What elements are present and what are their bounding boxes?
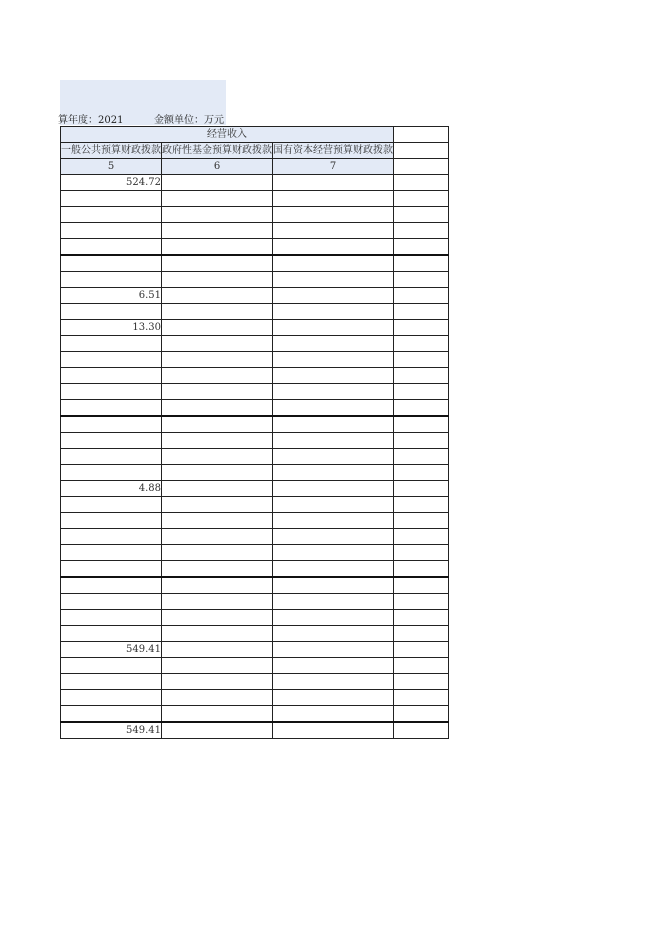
table-cell [162, 594, 273, 610]
table-cell [162, 175, 273, 191]
table-row [61, 658, 449, 674]
table-cell [273, 336, 394, 352]
table-cell [273, 706, 394, 723]
table-cell [162, 577, 273, 594]
table-cell [394, 336, 449, 352]
table-cell [273, 497, 394, 513]
table-cell [61, 272, 162, 288]
table-cell: 549.41 [61, 722, 162, 739]
table-cell [162, 690, 273, 706]
table-cell [61, 400, 162, 417]
table-cell [273, 610, 394, 626]
table-cell [61, 561, 162, 578]
header-blank-cell [394, 127, 449, 143]
table-cell: 13.30 [61, 320, 162, 336]
table-cell [394, 433, 449, 449]
table-cell [61, 577, 162, 594]
table-cell [61, 674, 162, 690]
table-cell [394, 272, 449, 288]
table-cell [394, 722, 449, 739]
table-row [61, 416, 449, 433]
table-row [61, 465, 449, 481]
amount-unit-label: 金额单位：万元 [154, 115, 224, 126]
table-cell [162, 465, 273, 481]
table-cell [394, 400, 449, 417]
table-cell [61, 465, 162, 481]
table-cell [61, 336, 162, 352]
table-cell [61, 626, 162, 642]
table-row [61, 288, 449, 304]
table-cell [162, 642, 273, 658]
table-cell [394, 690, 449, 706]
table-cell: 549.41 [61, 642, 162, 658]
table-row [61, 336, 449, 352]
table-cell [273, 690, 394, 706]
table-row [61, 223, 449, 239]
table-row [61, 352, 449, 368]
table-cell [273, 722, 394, 739]
table-cell [394, 626, 449, 642]
table-cell [273, 545, 394, 561]
table-cell [394, 594, 449, 610]
table-cell [394, 416, 449, 433]
table-cell [394, 223, 449, 239]
col-number: 6 [162, 159, 273, 175]
table-cell [162, 658, 273, 674]
table-cell [162, 288, 273, 304]
table-cell [273, 239, 394, 256]
table-cell [162, 513, 273, 529]
header-row-group [61, 127, 449, 143]
table-cell [394, 642, 449, 658]
table-cell [273, 465, 394, 481]
table-cell [162, 433, 273, 449]
table-cell [162, 722, 273, 739]
table-row [61, 384, 449, 400]
table-cell [273, 191, 394, 207]
col-number: 5 [61, 159, 162, 175]
table-cell [162, 626, 273, 642]
table-cell [273, 449, 394, 465]
table-cell [394, 288, 449, 304]
budget-table [60, 126, 449, 739]
table-cell [273, 175, 394, 191]
table-cell [394, 658, 449, 674]
table-cell [61, 545, 162, 561]
table-cell [61, 255, 162, 272]
table-row [61, 529, 449, 545]
table-cell [394, 706, 449, 723]
header-row-numbers [61, 159, 449, 175]
table-cell [394, 465, 449, 481]
table-cell [162, 561, 273, 578]
table-cell: 6.51 [61, 288, 162, 304]
table-row [61, 577, 449, 594]
table-cell [394, 545, 449, 561]
table-cell [61, 416, 162, 433]
table-row [61, 191, 449, 207]
table-row [61, 272, 449, 288]
table-cell [162, 416, 273, 433]
table-row [61, 320, 449, 336]
table-cell [162, 497, 273, 513]
table-cell [394, 207, 449, 223]
table-cell [162, 255, 273, 272]
table-cell [61, 191, 162, 207]
table-cell [61, 497, 162, 513]
table-row [61, 513, 449, 529]
table-cell [394, 239, 449, 256]
table-cell [394, 384, 449, 400]
table-cell [394, 368, 449, 384]
table-row [61, 497, 449, 513]
table-cell [162, 320, 273, 336]
table-cell [61, 223, 162, 239]
table-cell [162, 304, 273, 320]
table-row [61, 722, 449, 739]
header-blank-cell [394, 143, 449, 159]
table-cell [61, 529, 162, 545]
table-cell [273, 352, 394, 368]
table-cell [394, 497, 449, 513]
table-cell [61, 690, 162, 706]
table-row [61, 690, 449, 706]
table-row [61, 433, 449, 449]
table-row [61, 400, 449, 417]
table-row [61, 561, 449, 578]
table-row [61, 449, 449, 465]
table-cell [273, 594, 394, 610]
table-cell [162, 545, 273, 561]
table-cell [162, 400, 273, 417]
table-cell [273, 416, 394, 433]
header-business-income: 经营收入 [61, 127, 394, 143]
table-cell [273, 272, 394, 288]
budget-year-label: 算年度：2021 [58, 115, 124, 126]
table-cell [162, 207, 273, 223]
table-cell [273, 674, 394, 690]
col-number: 7 [273, 159, 394, 175]
table-cell: 4.88 [61, 481, 162, 497]
table-row [61, 207, 449, 223]
header-general-budget: 一般公共预算财政拨款 [61, 143, 162, 159]
table-cell [273, 513, 394, 529]
table-cell [61, 449, 162, 465]
table-cell [162, 449, 273, 465]
table-cell [273, 288, 394, 304]
table-cell [394, 481, 449, 497]
table-cell [162, 336, 273, 352]
table-cell [394, 561, 449, 578]
table-cell [61, 207, 162, 223]
header-blank-cell [394, 159, 449, 175]
table-cell [394, 304, 449, 320]
table-cell [273, 255, 394, 272]
table-cell [162, 368, 273, 384]
header-fund-budget: 政府性基金预算财政拨款 [162, 143, 273, 159]
table-row [61, 481, 449, 497]
table-cell [162, 481, 273, 497]
table-row [61, 594, 449, 610]
table-cell [394, 449, 449, 465]
table-row [61, 368, 449, 384]
table-cell [394, 352, 449, 368]
table-row [61, 706, 449, 723]
header-row-columns [61, 143, 449, 159]
table-cell [273, 561, 394, 578]
table-cell [61, 304, 162, 320]
table-cell [273, 223, 394, 239]
table-cell [162, 352, 273, 368]
table-row [61, 239, 449, 256]
table-cell [61, 610, 162, 626]
table-cell [273, 626, 394, 642]
table-cell [162, 239, 273, 256]
table-cell [61, 384, 162, 400]
table-row [61, 304, 449, 320]
table-cell [273, 368, 394, 384]
table-cell [273, 658, 394, 674]
table-cell [162, 706, 273, 723]
table-cell [162, 610, 273, 626]
table-cell [273, 481, 394, 497]
table-cell [273, 207, 394, 223]
table-cell: 524.72 [61, 175, 162, 191]
table-cell [61, 594, 162, 610]
table-cell [162, 272, 273, 288]
table-cell [273, 577, 394, 594]
table-cell [61, 352, 162, 368]
table-cell [273, 304, 394, 320]
table-cell [273, 529, 394, 545]
table-row [61, 175, 449, 191]
table-cell [162, 384, 273, 400]
table-cell [394, 255, 449, 272]
table-cell [61, 706, 162, 723]
table-cell [394, 577, 449, 594]
table-cell [394, 175, 449, 191]
table-cell [61, 433, 162, 449]
table-row [61, 545, 449, 561]
table-cell [394, 674, 449, 690]
table-cell [394, 610, 449, 626]
table-cell [61, 513, 162, 529]
table-cell [394, 513, 449, 529]
table-cell [273, 320, 394, 336]
table-cell [162, 223, 273, 239]
table-cell [61, 239, 162, 256]
table-cell [61, 658, 162, 674]
table-cell [273, 433, 394, 449]
table-row [61, 642, 449, 658]
table-row [61, 626, 449, 642]
table-cell [162, 191, 273, 207]
table-row [61, 610, 449, 626]
table-cell [394, 191, 449, 207]
table-cell [273, 384, 394, 400]
table-cell [61, 368, 162, 384]
table-cell [162, 674, 273, 690]
table-row [61, 255, 449, 272]
header-state-capital-budget: 国有资本经营预算财政拨款 [273, 143, 394, 159]
table-cell [394, 320, 449, 336]
table-cell [273, 400, 394, 417]
table-row [61, 674, 449, 690]
table-cell [162, 529, 273, 545]
table-cell [394, 529, 449, 545]
table-cell [273, 642, 394, 658]
